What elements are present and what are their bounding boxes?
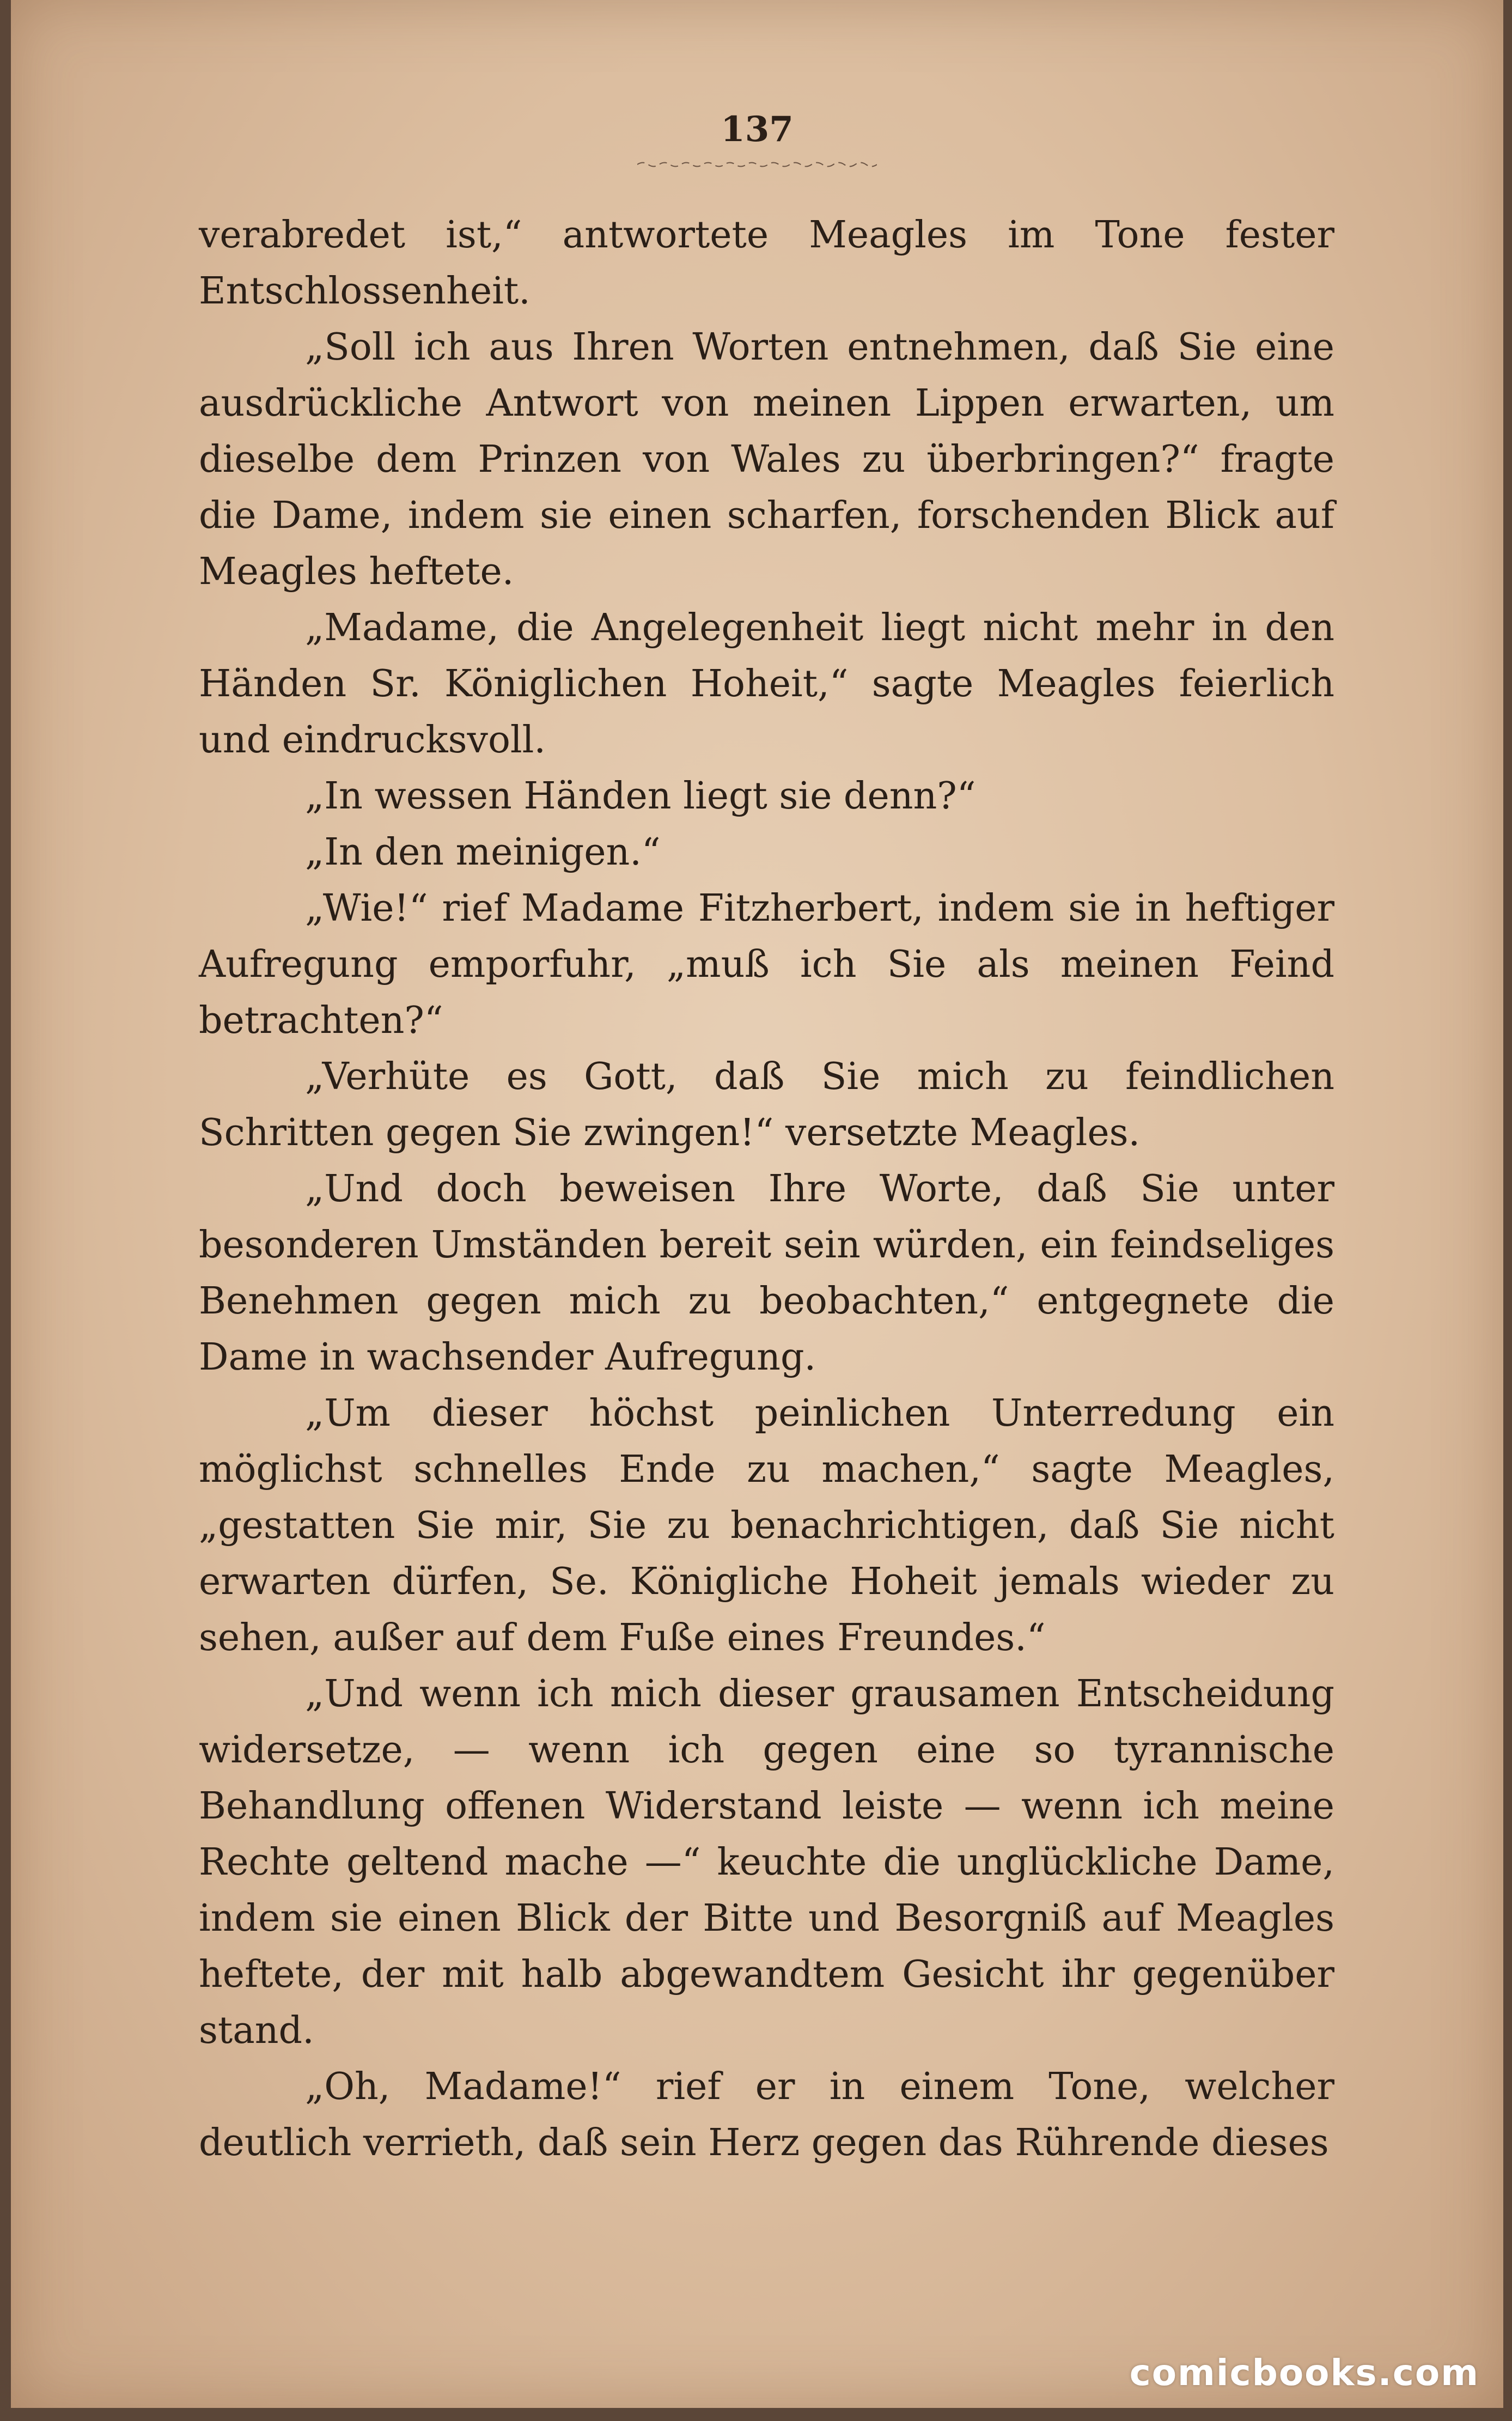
paragraph: „Oh, Madame!“ rief er in einem Tone, welcher deutlich verrieth, daß sein Herz gegen das Rührende dieses (199, 2065, 1334, 2164)
paragraph: „Um dieser höchst peinlichen Unterredung ein möglichst schnelles Ende zu machen,“ sagte Meagles, „gestatten Sie mir, Sie zu benachrichtigen, daß Sie nicht erwarten dürfen, Se. Königliche Hoheit jemals wieder zu sehen, außer auf dem Fuße eines Freundes.“ (199, 1392, 1334, 1659)
body-text (199, 207, 1334, 2171)
paragraph: „Und wenn ich mich dieser grausamen Entscheidung widersetze, — wenn ich gegen eine so tyrannische Behandlung offenen Widerstand leiste — wenn ich meine Rechte geltend mache —“ keuchte die unglückliche Dame, indem sie einen Blick der Bitte und Besorgniß auf Meagles heftete, der mit halb abgewandtem Gesicht ihr gegenüber stand. (199, 1672, 1334, 2052)
paragraph: „Und doch beweisen Ihre Worte, daß Sie unter besonderen Umständen bereit sein würden, ein feindseliges Benehmen gegen mich zu beobachten,“ entgegnete die Dame in wachsender Aufregung. (199, 1167, 1334, 1379)
paragraph: „Wie!“ rief Madame Fitzherbert, indem sie in heftiger Aufregung emporfuhr, „muß ich Sie als meinen Feind betrachten?“ (199, 887, 1334, 1042)
page-number: 137 (721, 109, 794, 150)
decorative-rule (637, 161, 877, 168)
paragraph: „In wessen Händen liegt sie denn?“ (305, 775, 976, 818)
watermark: comicbooks.com (1129, 2352, 1479, 2394)
paragraph: „In den meinigen.“ (305, 831, 661, 874)
paragraph: „Verhüte es Gott, daß Sie mich zu feindlichen Schritten gegen Sie zwingen!“ versetzte Meagles. (199, 1055, 1334, 1154)
paragraph: „Soll ich aus Ihren Worten entnehmen, daß Sie eine ausdrückliche Antwort von meinen Lippen erwarten, um dieselbe dem Prinzen von Wales zu überbringen?“ fragte die Dame, indem sie einen scharfen, forschenden Blick auf Meagles heftete. (199, 326, 1334, 593)
book-page (11, 0, 1503, 2408)
paragraph: „Madame, die Angelegenheit liegt nicht mehr in den Händen Sr. Königlichen Hoheit,“ sagte Meagles feierlich und eindrucksvoll. (199, 606, 1334, 762)
paragraph: verabredet ist,“ antwortete Meagles im Tone fester Entschlossenheit. (199, 214, 1334, 313)
